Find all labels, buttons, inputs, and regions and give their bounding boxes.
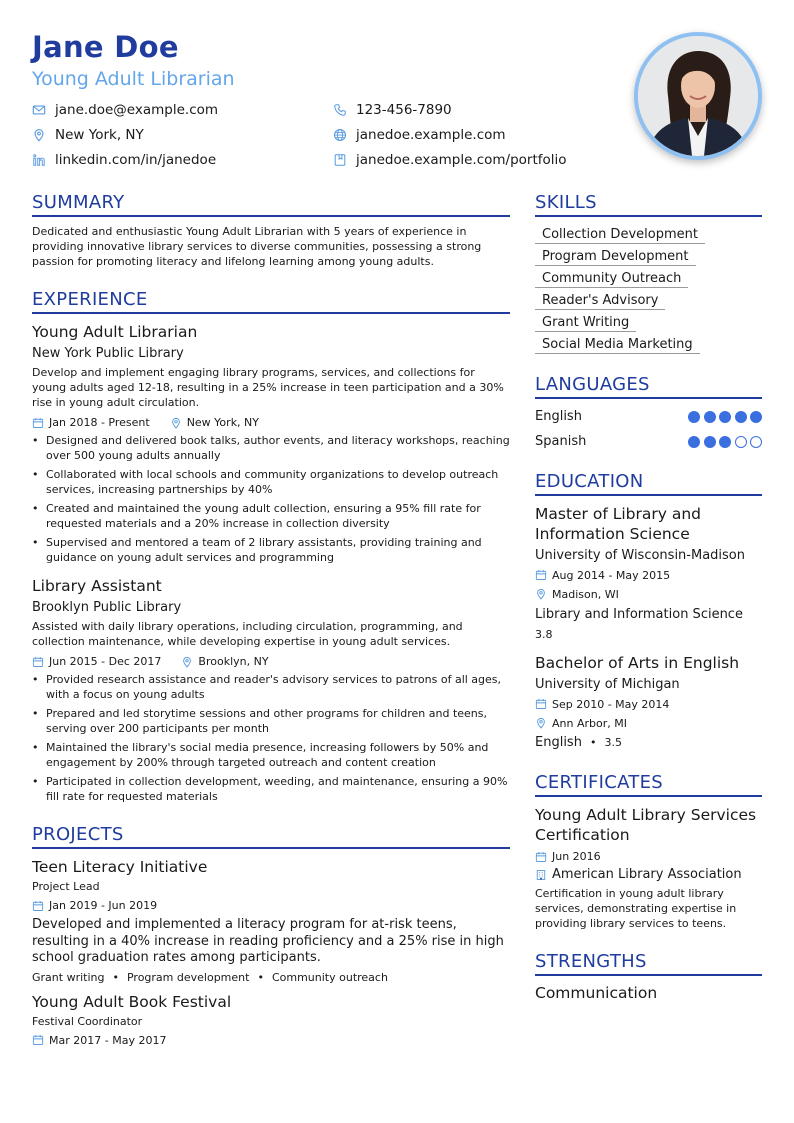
profile-photo <box>634 32 762 160</box>
language-row <box>535 409 762 424</box>
map-pin-icon <box>535 717 547 729</box>
projects-heading: PROJECTS <box>32 824 510 849</box>
globe-icon <box>333 128 347 142</box>
list-item: • Designed and delivered book talks, author events, and literacy workshops, reaching over 500 young adults annually <box>32 433 510 463</box>
website-text: janedoe.example.com <box>356 127 506 143</box>
level-dot-filled <box>704 436 716 448</box>
project-dates: Jan 2019 - Jun 2019 <box>49 899 158 912</box>
strengths-heading: STRENGTHS <box>535 951 762 976</box>
map-pin-icon <box>32 128 46 142</box>
language-name: Spanish <box>535 434 587 449</box>
certificate-date: Jun 2016 <box>552 850 601 863</box>
strength-item: Communication <box>535 984 658 1002</box>
education-degree: Bachelor of Arts in English <box>535 654 740 672</box>
calendar-icon <box>32 900 44 912</box>
experience-entry <box>32 323 510 565</box>
skill-item: Program Development <box>535 246 696 266</box>
job-meta <box>32 654 510 669</box>
job-dates: Jun 2015 - Dec 2017 <box>49 655 162 668</box>
level-dot-empty <box>750 436 762 448</box>
education-entry <box>535 504 762 641</box>
education-school: University of Michigan <box>535 677 680 692</box>
contact-phone[interactable] <box>333 102 452 118</box>
location-text: New York, NY <box>55 127 144 143</box>
level-dot-empty <box>735 436 747 448</box>
language-level <box>685 436 763 448</box>
education-field-line: English • 3.5 <box>535 735 622 750</box>
list-item: • Maintained the library's social media presence, increasing followers by 50% and engagement by 200% through targeted outreach and content creation <box>32 740 510 770</box>
project-description: Developed and implemented a literacy program for at-risk teens, resulting in a 40% increase in reading proficiency and a 25% rise in high school graduation rates among participants. <box>32 917 504 965</box>
calendar-icon <box>535 569 547 581</box>
education-field: English <box>535 735 582 750</box>
job-description: Develop and implement engaging library programs, services, and collections for young adults aged 12-18, resulting in a 25% increase in teen participation and a 30% rise in young adult circulation. <box>32 366 504 409</box>
contact-website[interactable] <box>333 127 506 143</box>
list-item: • Created and maintained the young adult collection, ensuring a 95% fill rate for requested materials and a 20% increase in collection diversity <box>32 501 510 531</box>
education-heading: EDUCATION <box>535 471 762 496</box>
certificate-entry <box>535 805 762 931</box>
project-role: Festival Coordinator <box>32 1014 143 1028</box>
experience-heading: EXPERIENCE <box>32 289 510 314</box>
portfolio-text: janedoe.example.com/portfolio <box>356 152 567 168</box>
project-tag: Grant writing <box>32 970 105 984</box>
list-item: • Collaborated with local schools and community organizations to develop outreach services, increasing partnerships by 40% <box>32 467 510 497</box>
experience-entry <box>32 577 510 804</box>
level-dot-filled <box>688 411 700 423</box>
certificate-description: Certification in young adult library services, demonstrating expertise in providing library services to teens. <box>535 887 737 930</box>
map-pin-icon <box>535 588 547 600</box>
job-location: Brooklyn, NY <box>198 655 269 668</box>
calendar-icon <box>32 656 44 668</box>
job-dates: Jan 2018 - Present <box>49 416 150 429</box>
candidate-name: Jane Doe <box>32 30 179 64</box>
skill-item: Social Media Marketing <box>535 334 700 354</box>
job-org: Brooklyn Public Library <box>32 600 182 615</box>
skill-item: Community Outreach <box>535 268 688 288</box>
job-title: Library Assistant <box>32 577 162 595</box>
level-dot-filled <box>719 411 731 423</box>
project-meta <box>32 898 510 913</box>
language-row <box>535 434 762 449</box>
linkedin-text: linkedin.com/in/janedoe <box>55 152 217 168</box>
level-dot-filled <box>735 411 747 423</box>
right-column <box>535 192 762 1002</box>
level-dot-filled <box>750 411 762 423</box>
job-meta <box>32 415 510 430</box>
certificate-title: Young Adult Library Services Certification <box>535 806 757 844</box>
mail-icon <box>32 103 46 117</box>
skills-list <box>535 224 762 354</box>
project-entry <box>32 858 510 984</box>
list-item: • Supervised and mentored a team of 2 library assistants, providing training and guidance on young adult services and programming <box>32 535 510 565</box>
level-dot-filled <box>704 411 716 423</box>
language-level <box>685 411 763 423</box>
job-location: New York, NY <box>186 416 259 429</box>
project-meta <box>32 1033 510 1048</box>
education-location: Madison, WI <box>552 587 619 601</box>
summary-heading: SUMMARY <box>32 192 510 217</box>
contact-location <box>32 127 144 143</box>
certificates-heading: CERTIFICATES <box>535 772 762 797</box>
job-title: Young Adult Librarian <box>32 323 198 341</box>
contact-portfolio[interactable] <box>333 152 567 168</box>
list-item: • Provided research assistance and reader's advisory services to patrons of all ages, with a focus on young adults <box>32 672 510 702</box>
building-icon <box>535 869 547 881</box>
education-meta <box>535 697 762 711</box>
level-dot-filled <box>688 436 700 448</box>
education-dates: Aug 2014 - May 2015 <box>552 568 671 582</box>
education-entry <box>535 653 762 750</box>
candidate-role: Young Adult Librarian <box>32 68 235 90</box>
education-meta <box>535 568 762 582</box>
contact-email[interactable] <box>32 102 218 118</box>
education-meta <box>535 587 762 601</box>
calendar-icon <box>535 698 547 710</box>
map-pin-icon <box>181 656 193 668</box>
project-role: Project Lead <box>32 880 100 893</box>
project-dates: Mar 2017 - May 2017 <box>49 1033 167 1047</box>
project-tag: Program development <box>126 970 250 984</box>
list-item: • Participated in collection development, weeding, and maintenance, ensuring a 90% fill rate for requested materials <box>32 774 510 804</box>
education-gpa: 3.8 <box>535 628 553 641</box>
project-entry <box>32 993 510 1048</box>
education-school: University of Wisconsin-Madison <box>535 548 745 563</box>
education-field: Library and Information Science <box>535 607 743 622</box>
job-description: Assisted with daily library operations, including circulation, programming, and collection maintenance, while developing expertise in young adult services. <box>32 620 463 648</box>
phone-text: 123-456-7890 <box>356 102 452 118</box>
email-text: jane.doe@example.com <box>55 102 219 118</box>
calendar-icon <box>535 851 547 863</box>
left-column <box>32 192 510 1048</box>
summary-text: Dedicated and enthusiastic Young Adult Librarian with 5 years of experience in providing innovative library services to diverse communities, possessing a strong passion for promoting literacy and lifelong learning among young adults. <box>32 225 482 268</box>
certificate-org: American Library Association <box>552 867 742 882</box>
skills-heading: SKILLS <box>535 192 762 217</box>
job-bullets <box>32 672 510 804</box>
education-meta <box>535 716 762 730</box>
skill-item: Reader's Advisory <box>535 290 665 310</box>
level-dot-filled <box>719 436 731 448</box>
phone-icon <box>333 103 347 117</box>
list-item: • Prepared and led storytime sessions and other programs for children and teens, serving over 200 participants per month <box>32 706 510 736</box>
skill-item: Grant Writing <box>535 312 636 332</box>
education-location: Ann Arbor, MI <box>552 716 627 730</box>
skill-item: Collection Development <box>535 224 705 244</box>
certificate-org-row <box>535 867 762 882</box>
job-org: New York Public Library <box>32 346 184 361</box>
education-dates: Sep 2010 - May 2014 <box>552 697 670 711</box>
portfolio-icon <box>333 153 347 167</box>
job-bullets <box>32 433 510 565</box>
languages-heading: LANGUAGES <box>535 374 762 399</box>
resume-header <box>32 30 762 180</box>
avatar <box>638 36 758 156</box>
calendar-icon <box>32 417 44 429</box>
project-title: Young Adult Book Festival <box>32 992 232 1011</box>
map-pin-icon <box>170 417 182 429</box>
project-title: Teen Literacy Initiative <box>32 858 208 876</box>
language-name: English <box>535 409 582 424</box>
education-gpa: 3.5 <box>604 736 622 749</box>
project-tag: Community outreach <box>271 970 388 984</box>
calendar-icon <box>32 1034 44 1046</box>
contact-linkedin[interactable] <box>32 152 216 168</box>
education-degree: Master of Library and Information Science <box>535 505 702 543</box>
project-tags: Grant writing • Program development • Community outreach <box>32 970 388 984</box>
linkedin-icon <box>32 153 46 167</box>
certificate-meta <box>535 850 762 863</box>
